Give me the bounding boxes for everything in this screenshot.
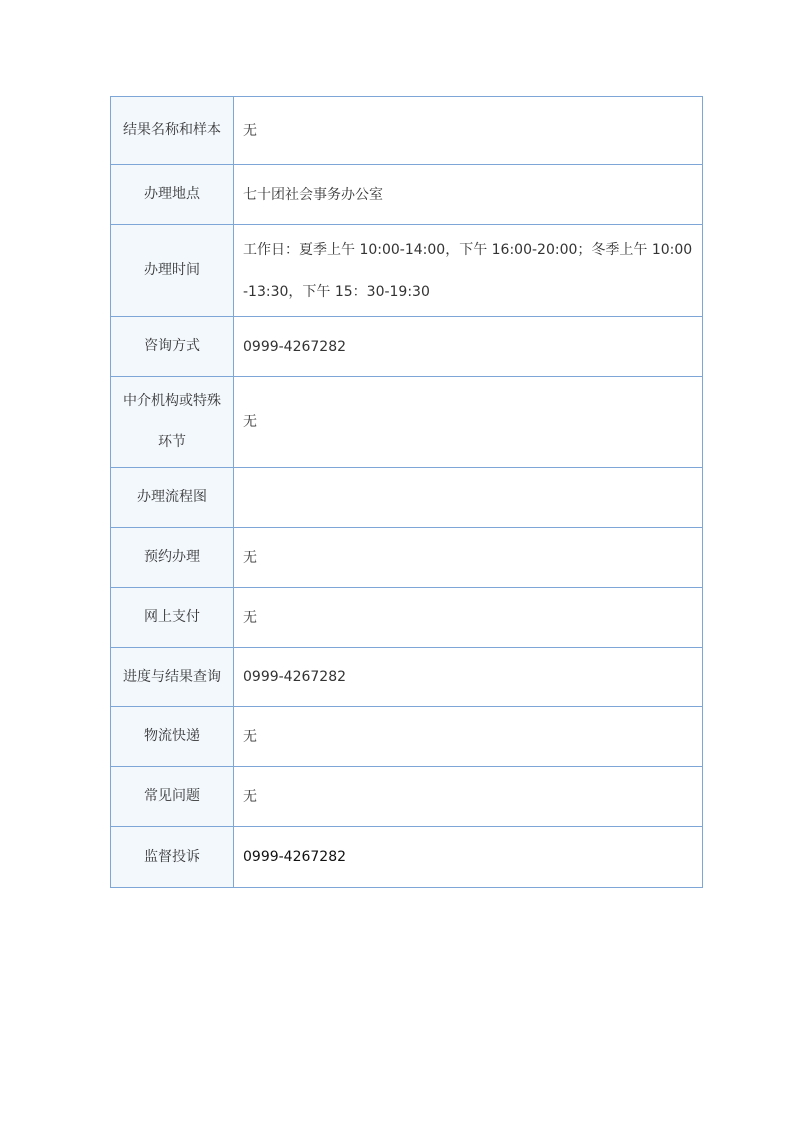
- row-label-text: 结果名称和样本: [123, 122, 221, 138]
- row-label-intermediary: [111, 377, 234, 468]
- row-label-hours: [111, 225, 234, 317]
- table-row: [111, 648, 703, 707]
- table-row: [111, 225, 703, 317]
- row-label-logistics: [111, 707, 234, 767]
- row-value-progress-query: 0999-4267282: [234, 648, 703, 707]
- row-label-flowchart: [111, 468, 234, 528]
- table-row: [111, 377, 703, 468]
- row-label-complaint: [111, 827, 234, 888]
- row-value-flowchart: [234, 468, 703, 528]
- table-row: [111, 97, 703, 165]
- service-info-table: [110, 96, 703, 888]
- row-value-appointment: 无: [234, 528, 703, 588]
- row-value-consult: 0999-4267282: [234, 317, 703, 377]
- row-value-location: 七十团社会事务办公室: [234, 165, 703, 225]
- row-label-consult: [111, 317, 234, 377]
- row-value-intermediary: 无: [234, 377, 703, 468]
- row-label-text: 咨询方式: [144, 338, 200, 354]
- row-label-result-name: [111, 97, 234, 165]
- row-value-faq: 无: [234, 767, 703, 827]
- row-label-text: 网上支付: [144, 609, 200, 625]
- row-label-text: 中介机构或特殊环节: [123, 393, 221, 450]
- row-label-text: 办理流程图: [137, 489, 207, 505]
- row-label-location: [111, 165, 234, 225]
- row-label-text: 物流快递: [144, 728, 200, 744]
- row-label-faq: [111, 767, 234, 827]
- table-row: [111, 317, 703, 377]
- table-row: [111, 528, 703, 588]
- row-value-complaint: 0999-4267282: [234, 827, 703, 888]
- table-row: [111, 707, 703, 767]
- row-label-appointment: [111, 528, 234, 588]
- row-value-result-name: 无: [234, 97, 703, 165]
- row-label-text: 办理地点: [144, 186, 200, 202]
- row-label-text: 监督投诉: [144, 848, 200, 865]
- row-label-text: 常见问题: [144, 788, 200, 804]
- table-row: [111, 767, 703, 827]
- row-value-hours: 工作日：夏季上午 10:00-14:00，下午 16:00-20:00；冬季上午 10:00-13:30，下午 15：30-19:30: [234, 225, 703, 317]
- row-label-online-payment: [111, 588, 234, 648]
- table-row: [111, 165, 703, 225]
- row-label-text: 预约办理: [144, 549, 200, 565]
- table-row: [111, 588, 703, 648]
- table-row: [111, 468, 703, 528]
- row-label-text: 办理时间: [144, 262, 200, 278]
- row-label-progress-query: [111, 648, 234, 707]
- row-label-text: 进度与结果查询: [123, 668, 221, 685]
- row-value-logistics: 无: [234, 707, 703, 767]
- table-row: [111, 827, 703, 888]
- row-value-online-payment: 无: [234, 588, 703, 648]
